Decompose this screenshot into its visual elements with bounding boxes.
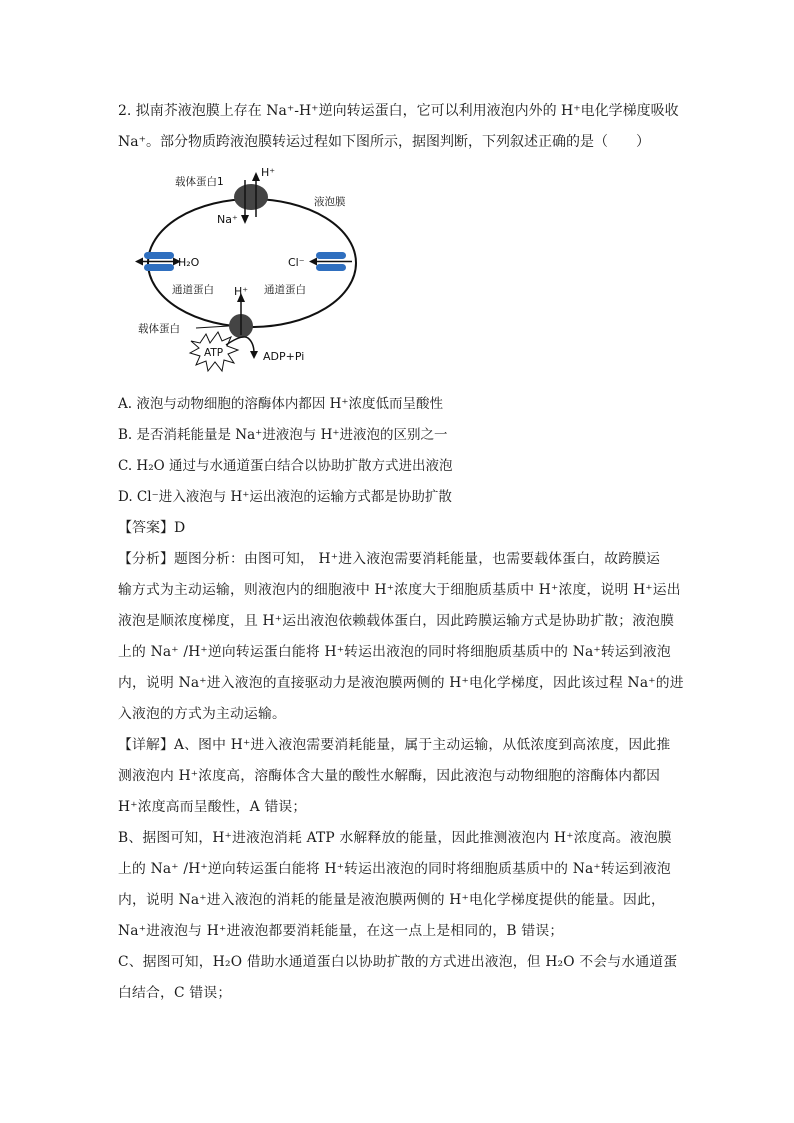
cl-in-arrow	[309, 258, 317, 266]
analysis-line: 液泡是顺浓度梯度，且 H⁺运出液泡依赖载体蛋白，因此跨膜运输方式是协助扩散；液泡膜	[118, 613, 675, 629]
answer-line: 【答案】D	[118, 520, 186, 536]
option-d: D. Cl⁻进入液泡与 H⁺运出液泡的运输方式都是协助扩散	[118, 489, 452, 505]
analysis-line: 上的 Na⁺ /H⁺逆向转运蛋白能将 H⁺转运出液泡的同时将细胞质基质中的 Na⁺转运到液泡	[118, 644, 671, 660]
label-carrier-protein-1: 载体蛋白1	[175, 176, 224, 188]
label-channel-left: 通道蛋白	[172, 284, 214, 296]
h2o-arrow-left	[135, 258, 143, 266]
detail-line: 上的 Na⁺ /H⁺逆向转运蛋白能将 H⁺转运出液泡的同时将细胞质基质中的 Na⁺转运到液泡	[118, 861, 671, 877]
detail-line: 白结合，C 错误；	[118, 985, 232, 1001]
h-out-arrow	[252, 172, 260, 181]
label-channel-right: 通道蛋白	[264, 284, 306, 296]
label-cl: Cl⁻	[288, 256, 305, 269]
label-na: Na⁺	[217, 213, 238, 226]
adp-arrow-head	[250, 351, 258, 359]
analysis-line: 入液泡的方式为主动运输。	[118, 706, 286, 722]
carrier-protein-1	[234, 184, 268, 210]
label-adp-pi: ADP+Pi	[263, 350, 305, 363]
na-in-arrow	[241, 215, 249, 224]
question-line-2: Na⁺。部分物质跨液泡膜转运过程如下图所示，据图判断，下列叙述正确的是（ ）	[118, 134, 650, 150]
label-carrier-protein: 载体蛋白	[138, 323, 180, 335]
option-a: A. 液泡与动物细胞的溶酶体内都因 H⁺浓度低而呈酸性	[118, 396, 444, 412]
water-channel-left-bottom	[144, 264, 174, 271]
label-h2o: H₂O	[178, 256, 200, 269]
detail-line: B、据图可知，H⁺进液泡消耗 ATP 水解释放的能量，因此推测液泡内 H⁺浓度高。液泡膜	[118, 830, 672, 846]
cl-channel-right-top	[316, 252, 346, 259]
label-h-top: H⁺	[261, 166, 276, 179]
detail-line: C、据图可知，H₂O 借助水通道蛋白以协助扩散的方式进出液泡，但 H₂O 不会与水通道蛋	[118, 954, 678, 970]
label-membrane: 液泡膜	[314, 196, 346, 208]
question-line-1: 2. 拟南芥液泡膜上存在 Na⁺-H⁺逆向转运蛋白，它可以利用液泡内外的 H⁺电化学梯度吸收	[118, 103, 679, 119]
label-atp: ATP	[204, 347, 224, 359]
detail-line: 测液泡内 H⁺浓度高，溶酶体含大量的酸性水解酶，因此液泡与动物细胞的溶酶体内都因	[118, 768, 661, 784]
option-c: C. H₂O 通过与水通道蛋白结合以协助扩散方式进出液泡	[118, 458, 453, 474]
cl-channel-right-bottom	[316, 264, 346, 271]
option-b: B. 是否消耗能量是 Na⁺进液泡与 H⁺进液泡的区别之一	[118, 427, 448, 443]
detail-line: 【详解】A、图中 H⁺进入液泡需要消耗能量，属于主动运输，从低浓度到高浓度，因此推	[118, 737, 671, 753]
label-h-bottom: H⁺	[234, 285, 249, 298]
detail-line: Na⁺进液泡与 H⁺进液泡都要消耗能量，在这一点上是相同的，B 错误；	[118, 923, 564, 939]
analysis-line: 内，说明 Na⁺进入液泡的直接驱动力是液泡膜两侧的 H⁺电化学梯度，因此该过程 Na⁺的进	[118, 675, 684, 691]
analysis-line: 输方式为主动运输，则液泡内的细胞液中 H⁺浓度大于细胞质基质中 H⁺浓度，说明 H⁺运出	[118, 582, 681, 598]
detail-line: H⁺浓度高而呈酸性，A 错误；	[118, 799, 307, 815]
water-channel-left-top	[144, 252, 174, 259]
vacuole-transport-diagram	[130, 160, 370, 385]
detail-line: 内，说明 Na⁺进入液泡的消耗的能量是液泡膜两侧的 H⁺电化学梯度提供的能量。因此，	[118, 892, 665, 908]
analysis-line: 【分析】题图分析：由图可知， H⁺进入液泡需要消耗能量，也需要载体蛋白，故跨膜运	[118, 551, 661, 567]
